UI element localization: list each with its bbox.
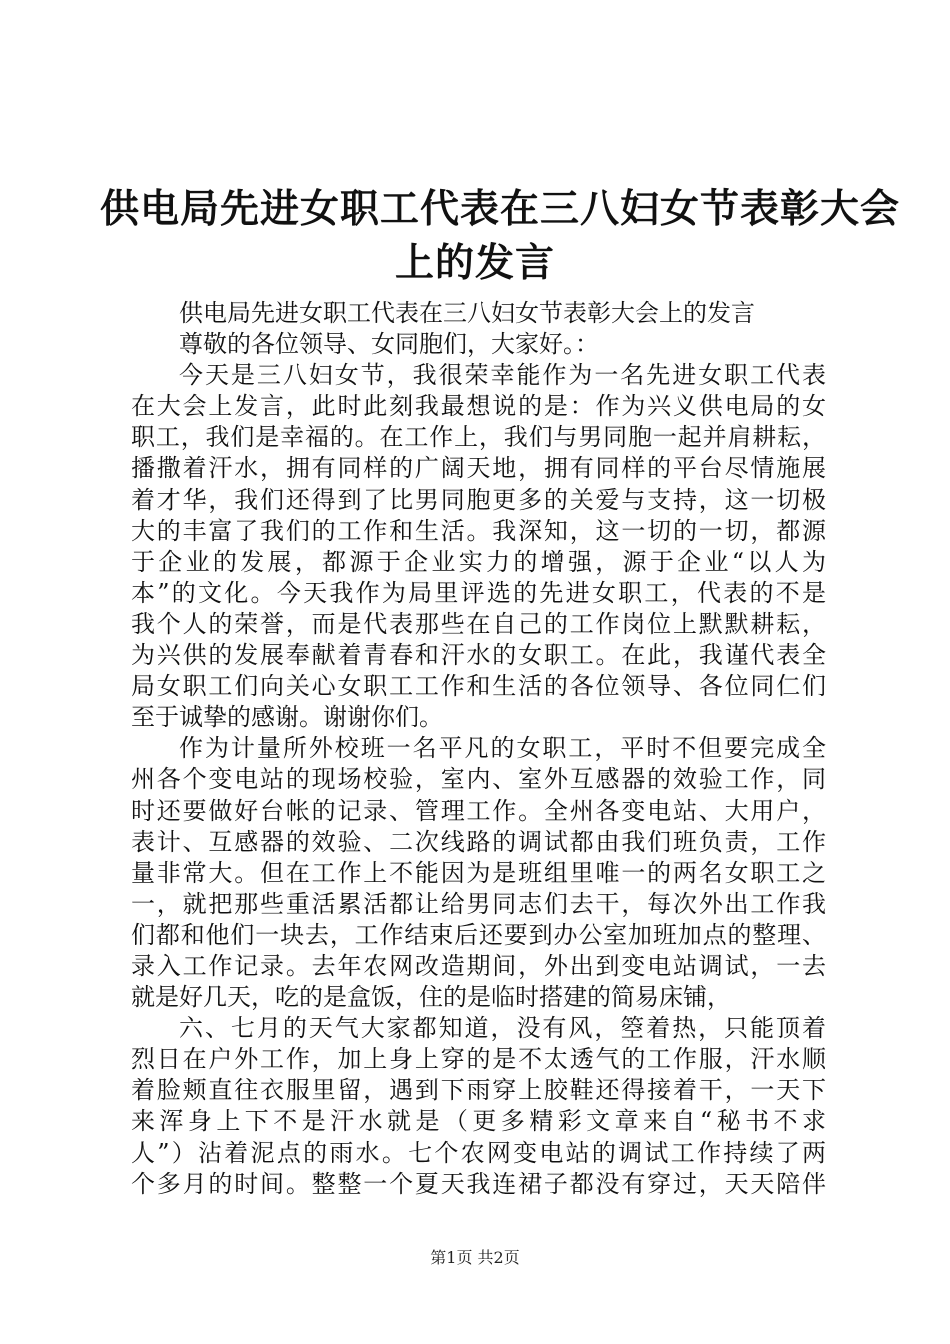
body-line: 录入工作记录。去年农网改造期间，外出到变电站调试，一去 [131, 951, 826, 980]
document-title-line-1: 供电局先进女职工代表在三八妇女节表彰大会 [100, 186, 901, 232]
body-line: 局女职工们向关心女职工工作和生活的各位领导、各位同仁们 [131, 672, 826, 701]
body-line: 着脸颊直往衣服里留，遇到下雨穿上胶鞋还得接着干，一天下 [131, 1076, 826, 1105]
body-line: 我个人的荣誉，而是代表那些在自己的工作岗位上默默耕耘， [131, 609, 826, 638]
body-line: 个多月的时间。整整一个夏天我连裙子都没有穿过，天天陪伴 [131, 1169, 826, 1198]
body-line: 至于诚挚的感谢。谢谢你们。 [131, 703, 443, 732]
body-line: 烈日在户外工作，加上身上穿的是不太透气的工作服，汗水顺 [131, 1045, 826, 1074]
body-line: 本”的文化。今天我作为局里评选的先进女职工，代表的不是 [131, 578, 826, 607]
body-line: 于企业的发展，都源于企业实力的增强，源于企业“以人为 [131, 547, 826, 576]
body-line: 播撒着汗水，拥有同样的广阔天地，拥有同样的平台尽情施展 [131, 454, 826, 483]
body-line: 人”）沾着泥点的雨水。七个农网变电站的调试工作持续了两 [131, 1138, 826, 1167]
body-line: 在大会上发言，此时此刻我最想说的是：作为兴义供电局的女 [131, 392, 826, 421]
body-line: 就是好几天，吃的是盒饭，住的是临时搭建的简易床铺， [131, 983, 731, 1012]
body-line: 职工，我们是幸福的。在工作上，我们与男同胞一起并肩耕耘， [131, 423, 826, 452]
body-line: 供电局先进女职工代表在三八妇女节表彰大会上的发言 [179, 299, 755, 327]
document-body [131, 298, 826, 1200]
document-title-line-2: 上的发言 [394, 240, 555, 286]
body-line: 着才华，我们还得到了比男同胞更多的关爱与支持，这一切极 [131, 485, 826, 514]
body-line: 州各个变电站的现场校验，室内、室外互感器的效验工作，同 [131, 765, 826, 794]
body-line: 量非常大。但在工作上不能因为是班组里唯一的两名女职工之 [131, 858, 826, 887]
body-line: 时还要做好台帐的记录、管理工作。全州各变电站、大用户， [131, 796, 826, 825]
body-line: 大的丰富了我们的工作和生活。我深知，这一切的一切，都源 [131, 516, 826, 545]
body-line: 今天是三八妇女节，我很荣幸能作为一名先进女职工代表 [179, 361, 826, 390]
body-line: 六、七月的天气大家都知道，没有风，箜着热，只能顶着 [179, 1014, 826, 1043]
body-line: 尊敬的各位领导、女同胞们，大家好。： [179, 330, 599, 359]
body-line: 作为计量所外校班一名平凡的女职工，平时不但要完成全 [179, 734, 826, 763]
body-line: 为兴供的发展奉献着青春和汗水的女职工。在此，我谨代表全 [131, 641, 826, 670]
body-line: 表计、互感器的效验、二次线路的调试都由我们班负责，工作 [131, 827, 826, 856]
body-line: 一，就把那些重活累活都让给男同志们去干，每次外出工作我 [131, 889, 826, 918]
body-line: 来浑身上下不是汗水就是（更多精彩文章来自“秘书不求 [131, 1107, 826, 1136]
page-number-footer: 第1页 共2页 [430, 1248, 520, 1267]
body-line: 们都和他们一块去，工作结束后还要到办公室加班加点的整理、 [131, 920, 826, 949]
